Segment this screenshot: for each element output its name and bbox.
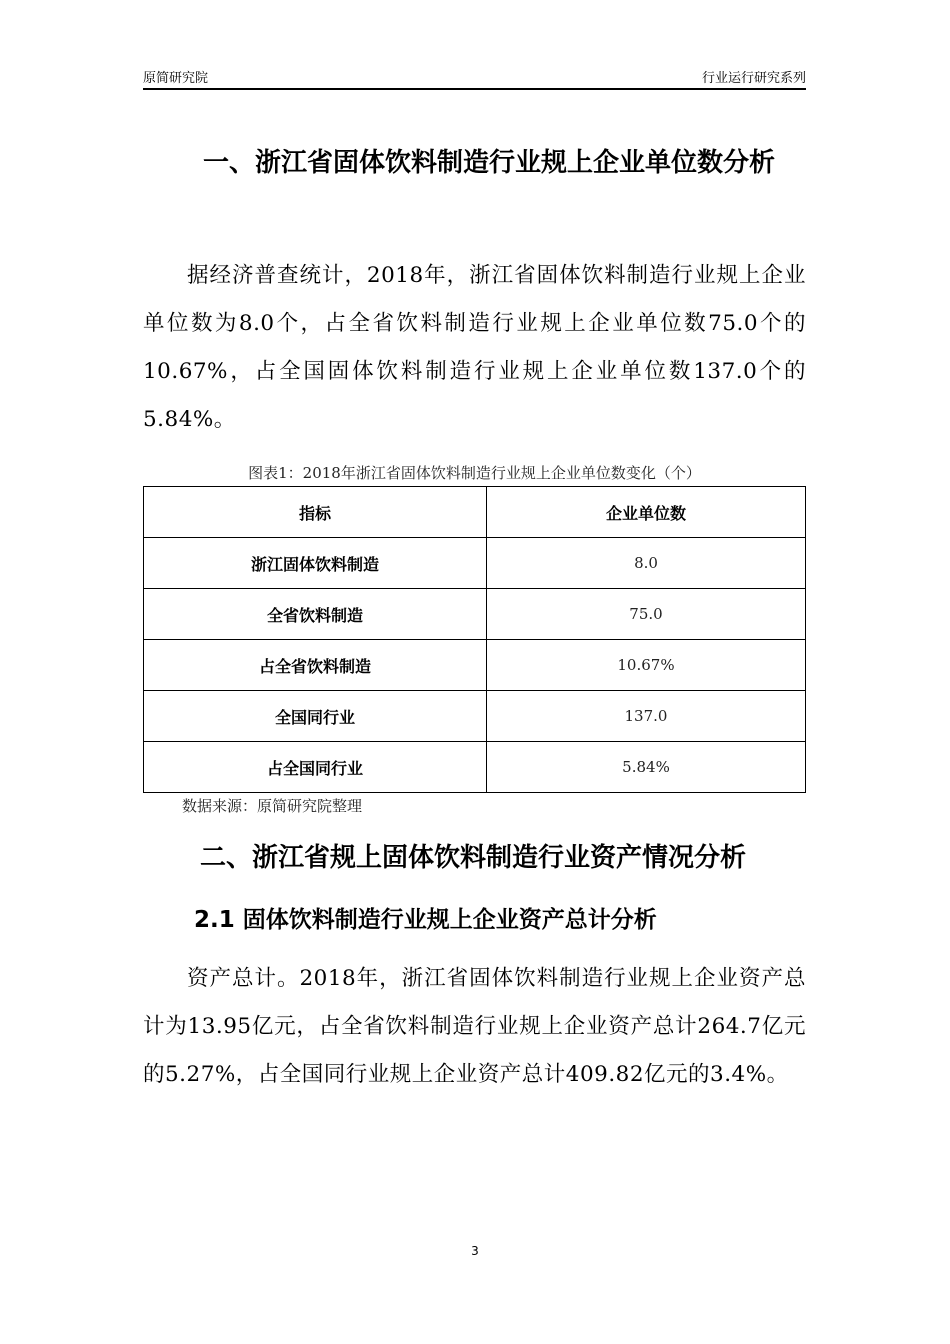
section2-paragraph: 资产总计。2018年，浙江省固体饮料制造行业规上企业资产总计为13.95亿元，占全省饮料制造行业规上企业资产总计264.7亿元的5.27%，占全国同行业规上企业资产总计409.82亿元的3.4%。: [143, 966, 806, 1087]
table-caption: 图表1：2018年浙江省固体饮料制造行业规上企业单位数变化（个）: [248, 464, 701, 482]
subsection-2-1-title: 2.1 固体饮料制造行业规上企业资产总计分析: [194, 907, 657, 933]
row-label: 占全省饮料制造: [144, 640, 487, 691]
header-series-name: 行业运行研究系列: [701, 71, 806, 86]
table-row: [144, 742, 806, 793]
row-label: 全省饮料制造: [144, 589, 487, 640]
table-row: [144, 691, 806, 742]
row-value: 8.0: [487, 538, 806, 589]
row-value: 137.0: [487, 691, 806, 742]
column-header-indicator: 指标: [144, 487, 487, 538]
section1-title: 一、浙江省固体饮料制造行业规上企业单位数分析: [203, 148, 776, 178]
table-row: [144, 640, 806, 691]
row-label: 占全国同行业: [144, 742, 487, 793]
table-header-row: [144, 487, 806, 538]
column-header-count: 企业单位数: [487, 487, 806, 538]
enterprise-count-table: [143, 486, 806, 793]
header-org-name: 原简研究院: [143, 71, 209, 86]
row-label: 全国同行业: [144, 691, 487, 742]
section1-paragraph: 据经济普查统计，2018年，浙江省固体饮料制造行业规上企业单位数为8.0个，占全省饮料制造行业规上企业单位数75.0个的10.67%，占全国固体饮料制造行业规上企业单位数137.0个的5.84%。: [143, 263, 806, 432]
row-value: 5.84%: [487, 742, 806, 793]
page-number: 3: [471, 1244, 479, 1258]
section2-title: 二、浙江省规上固体饮料制造行业资产情况分析: [200, 843, 747, 873]
row-value: 75.0: [487, 589, 806, 640]
table-source-note: 数据来源：原简研究院整理: [182, 797, 363, 815]
table-row: [144, 538, 806, 589]
row-value: 10.67%: [487, 640, 806, 691]
row-label: 浙江固体饮料制造: [144, 538, 487, 589]
page-header: [143, 66, 806, 90]
table-row: [144, 589, 806, 640]
